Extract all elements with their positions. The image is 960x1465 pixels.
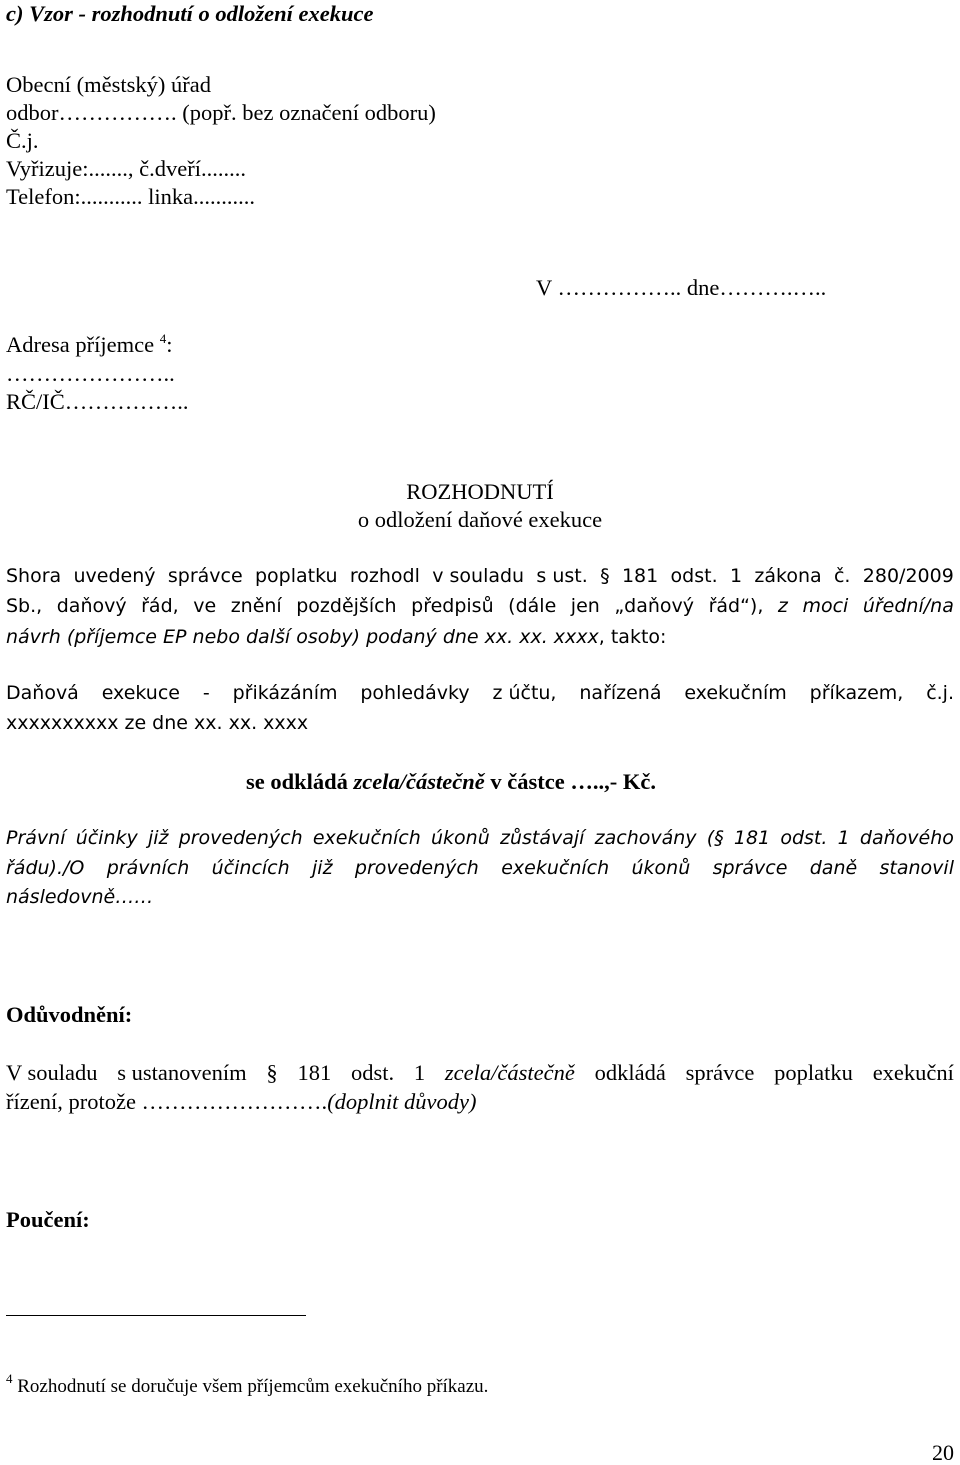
word: exekučních [312, 827, 421, 849]
word: Daňová [6, 682, 79, 704]
reasoning-line2-normal: řízení, protože ……………………. [6, 1089, 328, 1114]
para3-line1 [6, 829, 954, 848]
word: exekučním [684, 682, 787, 704]
word: řádu)./O [6, 857, 85, 879]
handled-by: Vyřizuje:......., č.dveří........ [6, 156, 246, 181]
word: uvedený [73, 565, 156, 587]
word: 181 [733, 827, 771, 849]
word: s ust. [536, 565, 588, 587]
word: „daňový [614, 595, 695, 617]
recipient-id: RČ/IČ…………….. [6, 389, 189, 414]
decision-text-italic: zcela/částečně [353, 769, 485, 794]
word: č.j. [926, 682, 954, 704]
word: řád“), [708, 595, 764, 617]
decision-text-b: v částce …..,- Kč. [484, 769, 656, 794]
word: Právní [6, 827, 66, 849]
word: provedených [354, 857, 479, 879]
word: poplatku [774, 1060, 853, 1085]
word: 280/2009 [862, 565, 954, 587]
para2-line1 [6, 684, 954, 703]
word: jen [570, 595, 600, 617]
word: stanovil [879, 857, 954, 879]
para1-line3 [6, 628, 666, 647]
word: správce [712, 857, 788, 879]
document-heading: c) Vzor - rozhodnutí o odložení exekuce [6, 1, 374, 26]
word: zachovány [594, 827, 697, 849]
word: v souladu [432, 565, 525, 587]
word: právních [106, 857, 190, 879]
word: zcela/částečně [444, 1060, 575, 1085]
word: exekuce [101, 682, 180, 704]
reasoning-line2 [6, 1091, 477, 1114]
word: správce [167, 565, 243, 587]
decision-subtitle: o odložení daňové exekuce [357, 507, 603, 532]
word: poplatku [254, 565, 338, 587]
word: řád, [141, 595, 179, 617]
word: (§ [706, 827, 724, 849]
word: exekuční [872, 1060, 954, 1085]
instruction-heading: Poučení: [6, 1207, 90, 1232]
word: nařízená [579, 682, 662, 704]
word: moci [802, 595, 849, 617]
word: zůstávají [499, 827, 585, 849]
recipient-address: ………………….. [6, 361, 175, 386]
footnote-text: Rozhodnutí se doručuje všem příjemcům exekučního příkazu. [12, 1376, 489, 1397]
office-department: odbor……………. (popř. bez označení odboru) [6, 100, 436, 125]
decision-title: ROZHODNUTÍ [406, 479, 554, 504]
word: provedených [178, 827, 303, 849]
word: příkazem, [809, 682, 904, 704]
word: exekučních [501, 857, 610, 879]
word: z účtu, [492, 682, 557, 704]
word: - [202, 682, 210, 704]
word: daňový [56, 595, 127, 617]
word: Sb., [6, 595, 43, 617]
para1-line2 [6, 597, 954, 616]
word: již [312, 857, 333, 879]
word: odst. [670, 565, 718, 587]
footnote-ref: 4 [159, 331, 167, 346]
word: pozdějších [296, 595, 397, 617]
phone-line: Telefon:........... linka........... [6, 184, 256, 209]
word: přikázáním [232, 682, 338, 704]
word: účinky [75, 827, 138, 849]
word: Shora [6, 565, 62, 587]
word: 1 [413, 1060, 426, 1085]
word: znění [230, 595, 282, 617]
word: (dále [508, 595, 557, 617]
word: odkládá [594, 1060, 666, 1085]
decision-statement [246, 771, 656, 794]
para1-line3-italic: návrh (příjemce EP nebo další osoby) podaný dne xx. xx. xxxx [6, 626, 599, 648]
footnote-mark: 4 [6, 1371, 13, 1386]
word: odst. [350, 1060, 395, 1085]
word: úřední/na [862, 595, 954, 617]
word: daně [809, 857, 858, 879]
word: daňového [859, 827, 954, 849]
page-number: 20 [932, 1440, 954, 1465]
footnote-separator [6, 1315, 306, 1316]
word: již [147, 827, 169, 849]
word: 1 [837, 827, 850, 849]
para3-line2 [6, 859, 954, 878]
recipient-label [6, 331, 173, 357]
decision-text-a: se odkládá [246, 769, 354, 794]
para2-line2: xxxxxxxxxx ze dne xx. xx. xxxx [6, 712, 309, 734]
reference-number: Č.j. [6, 128, 39, 153]
word: úkonů [631, 857, 691, 879]
word: s ustanovením [117, 1060, 247, 1085]
reasoning-heading: Odůvodnění: [6, 1002, 133, 1027]
word: ve [193, 595, 217, 617]
word: správce [685, 1060, 755, 1085]
word: účincích [211, 857, 290, 879]
word: předpisů [411, 595, 494, 617]
recipient-label-text: Adresa příjemce [6, 332, 155, 357]
para3-line3: následovně…… [6, 886, 154, 908]
recipient-label-colon: : [166, 332, 173, 357]
word: pohledávky [360, 682, 470, 704]
word: č. [833, 565, 851, 587]
word: úkonů [431, 827, 490, 849]
footnote [6, 1371, 489, 1397]
reasoning-line1 [6, 1062, 954, 1085]
word: § [266, 1060, 278, 1085]
word: 181 [621, 565, 659, 587]
word: z [777, 595, 788, 617]
word: rozhodl [349, 565, 420, 587]
word: V souladu [6, 1060, 98, 1085]
word: 1 [729, 565, 743, 587]
word: odst. [780, 827, 828, 849]
word: 181 [297, 1060, 332, 1085]
reasoning-line2-italic: (doplnit důvody) [327, 1089, 477, 1114]
place-date: V …………….. dne……….….. [536, 275, 827, 300]
office-name: Obecní (městský) úřad [6, 72, 211, 97]
word: zákona [754, 565, 822, 587]
para1-line3-normal: , takto: [598, 626, 667, 648]
para1-line1 [6, 567, 954, 586]
word: § [600, 565, 610, 587]
